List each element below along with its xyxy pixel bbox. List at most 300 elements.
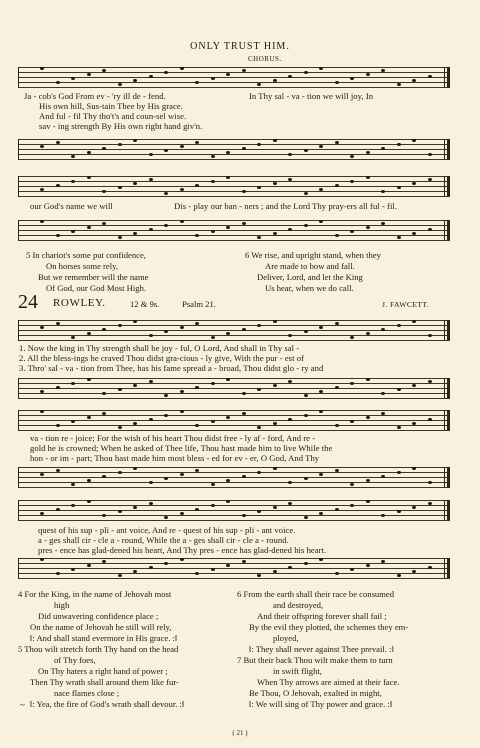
notehead (257, 143, 261, 146)
notehead (149, 418, 153, 421)
notehead (335, 322, 339, 325)
notehead (366, 332, 370, 335)
notehead (242, 328, 246, 331)
staff-line (18, 383, 450, 384)
notehead (133, 320, 137, 323)
staff-line (18, 477, 450, 478)
staff-barline (18, 378, 19, 398)
notehead (71, 568, 75, 571)
notehead (257, 236, 261, 239)
notehead (102, 69, 106, 72)
notehead (412, 467, 416, 470)
notehead (195, 322, 199, 325)
notehead (195, 184, 199, 187)
notehead (164, 330, 168, 333)
notehead (335, 386, 339, 389)
staff-line (18, 87, 450, 88)
staff-line (18, 320, 450, 321)
notehead (412, 506, 416, 509)
notehead (242, 412, 246, 415)
verse-line: And their offspring forever shall fail ; (257, 611, 387, 621)
staff-final-barline (447, 220, 450, 240)
notehead (133, 182, 137, 185)
notehead (304, 192, 308, 195)
notehead (87, 73, 91, 76)
notehead (412, 422, 416, 425)
song2-system3-bass (18, 558, 450, 578)
staff-line (18, 67, 450, 68)
staff-barline (18, 176, 19, 196)
verse-line: 7 But their back Thou wilt make them to turn (237, 655, 393, 665)
lyric-line: gold he is crowned; When he asked of Thee life, Thou hast made him to live While the (30, 443, 333, 453)
notehead (366, 176, 370, 179)
notehead (195, 508, 199, 511)
notehead (40, 390, 44, 393)
notehead (226, 378, 230, 381)
notehead (319, 188, 323, 191)
notehead (257, 426, 261, 429)
notehead (412, 79, 416, 82)
notehead (71, 483, 75, 486)
staff-line (18, 430, 450, 431)
notehead (412, 182, 416, 185)
notehead (164, 414, 168, 417)
verse-line: high (54, 600, 70, 610)
notehead (381, 475, 385, 478)
notehead (133, 79, 137, 82)
notehead (335, 508, 339, 511)
staff-line (18, 144, 450, 145)
lyric-line: Dis - play our ban - ners ; and the Lord Thy pray-ers all ful - fil. (174, 201, 398, 211)
staff-line (18, 82, 450, 83)
notehead (149, 178, 153, 181)
notehead (118, 186, 122, 189)
notehead (102, 514, 106, 517)
notehead (211, 504, 215, 507)
song2-system1-treble (18, 320, 450, 340)
verse-line: Of God, our God Most High. (46, 283, 147, 293)
notehead (428, 481, 432, 484)
hymn-composer: J. FAWCETT. (382, 300, 430, 309)
staff-line (18, 225, 450, 226)
staff-barline (18, 220, 19, 240)
staff-barline (18, 320, 19, 340)
notehead (226, 73, 230, 76)
notehead (56, 184, 60, 187)
notehead (242, 560, 246, 563)
notehead (40, 512, 44, 515)
notehead (164, 394, 168, 397)
staff-barline (18, 558, 19, 578)
notehead (366, 226, 370, 229)
notehead (118, 143, 122, 146)
staff-line (18, 230, 450, 231)
notehead (288, 566, 292, 569)
notehead (428, 75, 432, 78)
notehead (56, 81, 60, 84)
notehead (319, 512, 323, 515)
notehead (87, 176, 91, 179)
notehead (273, 570, 277, 573)
notehead (397, 471, 401, 474)
notehead (56, 469, 60, 472)
notehead (288, 153, 292, 156)
page-number: ( 21 ) (232, 729, 248, 737)
notehead (164, 562, 168, 565)
lyric-line: And ful - fil Thy tho't's and coun-sel wise. (39, 111, 187, 121)
notehead (56, 386, 60, 389)
notehead (118, 83, 122, 86)
notehead (397, 83, 401, 86)
notehead (102, 222, 106, 225)
notehead (428, 334, 432, 337)
notehead (428, 228, 432, 231)
notehead (118, 510, 122, 513)
verse-line: By the evil they plotted, the schemes they em- (249, 622, 409, 632)
notehead (304, 224, 308, 227)
staff-line (18, 487, 450, 488)
notehead (226, 176, 230, 179)
notehead (319, 410, 323, 413)
notehead (56, 508, 60, 511)
notehead (288, 334, 292, 337)
notehead (87, 500, 91, 503)
staff-final-barline (447, 320, 450, 340)
notehead (242, 514, 246, 517)
notehead (412, 139, 416, 142)
staff-line (18, 578, 450, 579)
notehead (304, 330, 308, 333)
hymn-psalm: Psalm 21. (182, 299, 216, 309)
notehead (118, 236, 122, 239)
staff-line (18, 410, 450, 411)
staff-line (18, 425, 450, 426)
notehead (319, 220, 323, 223)
staff-line (18, 505, 450, 506)
notehead (180, 512, 184, 515)
staff-line (18, 420, 450, 421)
notehead (366, 416, 370, 419)
notehead (304, 394, 308, 397)
notehead (87, 332, 91, 335)
notehead (397, 510, 401, 513)
notehead (40, 67, 44, 70)
verse-line: Then Thy wrath shall around them like fur- (30, 677, 179, 687)
lyric-line: pres - ence has glad-dened his heart, And Thy pres - ence has glad-dened his heart. (38, 545, 327, 555)
staff-line (18, 176, 450, 177)
notehead (257, 388, 261, 391)
page-title: ONLY TRUST HIM. (190, 41, 290, 52)
staff-line (18, 139, 450, 140)
notehead (381, 392, 385, 395)
notehead (366, 479, 370, 482)
staff-barline (18, 410, 19, 430)
notehead (335, 141, 339, 144)
notehead (304, 414, 308, 417)
notehead (118, 426, 122, 429)
notehead (149, 334, 153, 337)
staff-final-barline (447, 139, 450, 159)
notehead (397, 186, 401, 189)
notehead (242, 475, 246, 478)
staff-line (18, 563, 450, 564)
staff-line (18, 568, 450, 569)
verse-6 (237, 589, 408, 655)
notehead (350, 420, 354, 423)
notehead (56, 424, 60, 427)
notehead (350, 336, 354, 339)
notehead (40, 145, 44, 148)
verse-7 (237, 655, 400, 710)
notehead (87, 378, 91, 381)
notehead (288, 228, 292, 231)
notehead (319, 473, 323, 476)
staff-final-barline (447, 467, 450, 487)
notehead (71, 336, 75, 339)
notehead (428, 153, 432, 156)
notehead (273, 384, 277, 387)
notehead (40, 326, 44, 329)
notehead (133, 232, 137, 235)
song1-system2-treble (18, 176, 450, 196)
verse-line: On horses some rely, (46, 261, 118, 271)
notehead (350, 504, 354, 507)
staff-line (18, 520, 450, 521)
notehead (412, 232, 416, 235)
staff-line (18, 510, 450, 511)
staff-line (18, 330, 450, 331)
verse-line: in swift flight, (273, 666, 322, 676)
verse-line: When Thy arrows are aimed at their face. (257, 677, 400, 687)
notehead (87, 226, 91, 229)
staff-line (18, 154, 450, 155)
notehead (257, 186, 261, 189)
notehead (56, 572, 60, 575)
song2-system3-treble (18, 500, 450, 520)
staff-line (18, 149, 450, 150)
verse-line: nace flames close ; (54, 688, 120, 698)
notehead (257, 471, 261, 474)
notehead (211, 336, 215, 339)
notehead (180, 390, 184, 393)
notehead (180, 473, 184, 476)
notehead (366, 564, 370, 567)
notehead (226, 416, 230, 419)
notehead (242, 190, 246, 193)
notehead (211, 180, 215, 183)
verse-5 (18, 644, 184, 710)
staff-line (18, 77, 450, 78)
song1-system1-bass (18, 139, 450, 159)
notehead (87, 564, 91, 567)
notehead (71, 382, 75, 385)
song2-system1-bass (18, 378, 450, 398)
staff-line (18, 558, 450, 559)
notehead (288, 380, 292, 383)
notehead (366, 151, 370, 154)
notehead (412, 320, 416, 323)
staff-final-barline (447, 176, 450, 196)
notehead (381, 222, 385, 225)
lyric-line: 2. All the bless-ings he craved Thou didst gra-cious - ly give, With the pur - est of (19, 353, 304, 363)
verse-line: Us hear, when we do call. (265, 283, 354, 293)
notehead (180, 145, 184, 148)
notehead (180, 220, 184, 223)
verse-line: ployed, (273, 633, 299, 643)
notehead (40, 220, 44, 223)
staff-barline (18, 500, 19, 520)
notehead (56, 322, 60, 325)
song1-system2-bass (18, 220, 450, 240)
notehead (381, 328, 385, 331)
staff-final-barline (447, 67, 450, 87)
staff-line (18, 159, 450, 160)
verse-line: and destroyed, (273, 600, 324, 610)
verse-line: 4 For the King, in the name of Jehovah most (18, 589, 172, 599)
hymn-tune-name: ROWLEY. (53, 297, 106, 309)
staff-barline (18, 67, 19, 87)
notehead (288, 178, 292, 181)
notehead (335, 184, 339, 187)
notehead (257, 324, 261, 327)
staff-line (18, 482, 450, 483)
verse-line: of Thy foes, (54, 655, 96, 665)
notehead (40, 188, 44, 191)
notehead (211, 483, 215, 486)
notehead (350, 230, 354, 233)
notehead (195, 572, 199, 575)
hymn-meter: 12 & 9s. (130, 299, 160, 309)
song2-system2-treble (18, 410, 450, 430)
staff-line (18, 515, 450, 516)
verse-6 (245, 250, 381, 294)
notehead (350, 483, 354, 486)
notehead (226, 226, 230, 229)
notehead (397, 426, 401, 429)
verse-line: ‖: And shall stand evermore in His grace. :‖ (30, 633, 178, 643)
notehead (118, 471, 122, 474)
notehead (242, 222, 246, 225)
notehead (273, 182, 277, 185)
notehead (149, 153, 153, 156)
lyric-line: our God's name we will (30, 201, 113, 211)
notehead (428, 178, 432, 181)
notehead (273, 232, 277, 235)
notehead (195, 386, 199, 389)
notehead (195, 81, 199, 84)
notehead (350, 180, 354, 183)
notehead (273, 506, 277, 509)
notehead (102, 147, 106, 150)
song1-system1-treble (18, 67, 450, 87)
notehead (211, 568, 215, 571)
notehead (71, 420, 75, 423)
notehead (257, 83, 261, 86)
notehead (273, 467, 277, 470)
notehead (381, 560, 385, 563)
notehead (71, 180, 75, 183)
notehead (350, 568, 354, 571)
notehead (180, 188, 184, 191)
lyric-line: sav - ing strength By His own right hand giv'n. (39, 121, 203, 131)
verse-4 (18, 589, 177, 644)
staff-final-barline (447, 378, 450, 398)
notehead (242, 69, 246, 72)
verse-line: 6 From the earth shall their race be consumed (237, 589, 395, 599)
staff-final-barline (447, 410, 450, 430)
notehead (133, 384, 137, 387)
verse-line: Did unwavering confidence place ; (38, 611, 159, 621)
notehead (381, 412, 385, 415)
lyric-line: va - tion re - joice; For the wish of his heart Thou didst free - ly af - ford, And re - (30, 433, 316, 443)
notehead (149, 380, 153, 383)
notehead (180, 558, 184, 561)
notehead (102, 560, 106, 563)
staff-line (18, 472, 450, 473)
staff-barline (18, 467, 19, 487)
notehead (149, 481, 153, 484)
notehead (180, 410, 184, 413)
notehead (195, 234, 199, 237)
notehead (71, 230, 75, 233)
notehead (211, 230, 215, 233)
notehead (149, 75, 153, 78)
staff-line (18, 467, 450, 468)
notehead (428, 566, 432, 569)
notehead (149, 502, 153, 505)
notehead (288, 75, 292, 78)
notehead (133, 467, 137, 470)
staff-line (18, 378, 450, 379)
page-ornament: ~ (20, 700, 25, 710)
staff-final-barline (447, 500, 450, 520)
notehead (257, 574, 261, 577)
notehead (319, 390, 323, 393)
notehead (164, 224, 168, 227)
notehead (242, 147, 246, 150)
notehead (102, 392, 106, 395)
notehead (40, 473, 44, 476)
notehead (195, 141, 199, 144)
notehead (397, 388, 401, 391)
notehead (273, 422, 277, 425)
notehead (164, 192, 168, 195)
notehead (102, 412, 106, 415)
verse-line: ‖: They shall never against Thee prevail. :‖ (249, 644, 394, 654)
lyric-line: 3. Thro' sal - va - tion from Thee, has his fame spread a - broad, Thou didst glo - ry and (19, 363, 324, 373)
notehead (350, 382, 354, 385)
notehead (242, 392, 246, 395)
notehead (149, 566, 153, 569)
notehead (366, 73, 370, 76)
notehead (350, 77, 354, 80)
notehead (304, 477, 308, 480)
notehead (319, 67, 323, 70)
staff-line (18, 181, 450, 182)
notehead (335, 469, 339, 472)
notehead (226, 564, 230, 567)
lyric-line: In Thy sal - va - tion we will joy, In (249, 91, 374, 101)
verse-5 (26, 250, 149, 294)
staff-line (18, 196, 450, 197)
notehead (412, 570, 416, 573)
notehead (71, 77, 75, 80)
notehead (304, 562, 308, 565)
notehead (87, 151, 91, 154)
notehead (428, 380, 432, 383)
staff-line (18, 340, 450, 341)
notehead (273, 139, 277, 142)
